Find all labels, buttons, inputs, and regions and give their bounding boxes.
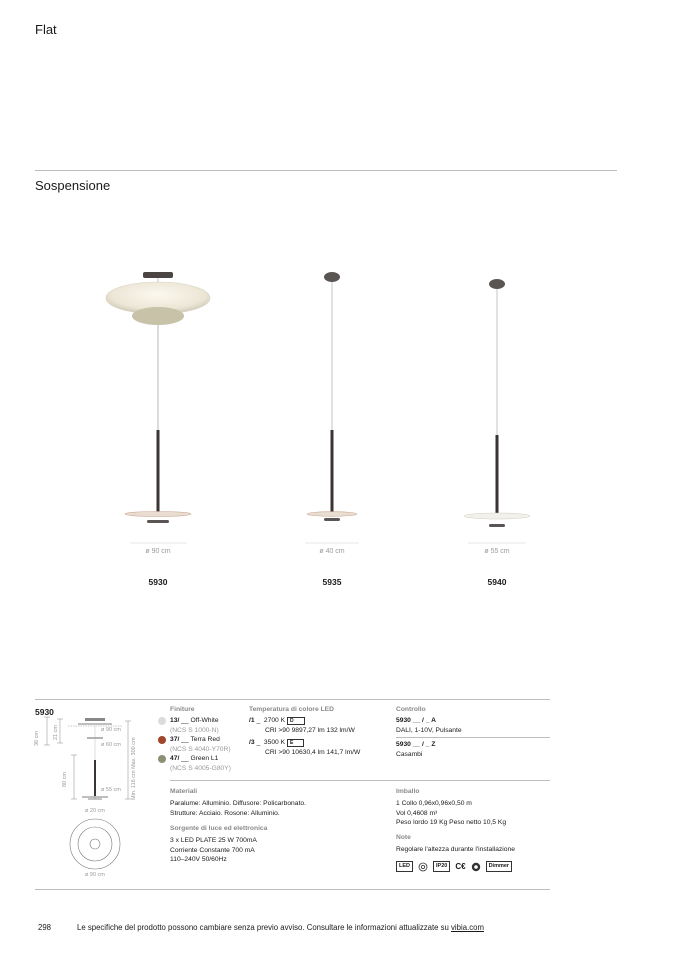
dimension-label: 36 cm bbox=[34, 731, 40, 746]
color-temp-block bbox=[249, 706, 389, 757]
packaging-line: Peso lordo 19 Kg Peso netto 10,5 Kg bbox=[396, 819, 507, 827]
dimension-label: ø 90 cm bbox=[85, 872, 105, 878]
control-desc: DALI, 1-10V, Pulsante bbox=[396, 726, 462, 734]
finish-ncs: (NCS S 4005-G80Y) bbox=[170, 764, 231, 772]
energy-class-badge: D bbox=[287, 717, 305, 725]
footer-disclaimer: Le specifiche del prodotto possono cambiare senza previo avviso. Consultare le informazioni attualizzate su vibia.com bbox=[77, 923, 484, 932]
lamp-5930-image bbox=[106, 272, 210, 543]
spec-middle-divider bbox=[170, 780, 550, 781]
finish-ncs: (NCS S 1000-N) bbox=[170, 726, 219, 734]
color-temp-cri: CRI >90 10630,4 lm 141,7 lm/W bbox=[265, 748, 361, 756]
ce-mark-icon: C€ bbox=[455, 862, 466, 871]
lamp-5940-image bbox=[464, 279, 530, 543]
section-title: Sospensione bbox=[35, 178, 111, 193]
packaging-line: 1 Collo 0,96x0,96x0,50 m bbox=[396, 800, 472, 807]
notes-line: Regolare l'altezza durante l'installazione bbox=[396, 846, 515, 853]
lamp-model-label: 5940 bbox=[487, 577, 507, 587]
color-temp-cri: CRI >90 9897,27 lm 132 lm/W bbox=[265, 726, 355, 734]
materials-line: Strutture: Acciaio. Rosone: Alluminio. bbox=[170, 809, 280, 817]
dimension-label: ø 20 cm bbox=[85, 808, 105, 814]
light-source-line: 3 x LED PLATE 25 W 700mA bbox=[170, 837, 257, 844]
control-code: 5930 __ / _ A bbox=[396, 717, 436, 724]
energy-class-badge: E bbox=[287, 739, 304, 747]
light-source-block bbox=[170, 825, 390, 865]
light-source-line: Corriente Constante 700 mA bbox=[170, 846, 255, 854]
packaging-block bbox=[396, 788, 550, 828]
light-source-line: 110–240V 50/60Hz bbox=[170, 856, 227, 864]
finishes-block bbox=[158, 706, 248, 774]
page-title: Flat bbox=[35, 22, 57, 37]
certification-icons bbox=[396, 861, 512, 872]
vibia-link[interactable]: vibia.com bbox=[451, 923, 484, 932]
control-code: 5930 __ / _ Z bbox=[396, 741, 436, 749]
spec-top-divider bbox=[35, 699, 550, 700]
materials-block bbox=[170, 788, 390, 818]
spec-model-number: 5930 bbox=[35, 707, 54, 717]
materials-line: Paralume: Alluminio. Diffusore: Policarbonato. bbox=[170, 800, 306, 807]
control-block bbox=[396, 706, 550, 759]
finish-item: 13/ __ Off-White bbox=[158, 716, 248, 726]
ip-rating-icon: IP20 bbox=[433, 861, 450, 872]
color-swatch bbox=[158, 755, 166, 763]
notes-heading: Note bbox=[396, 834, 411, 841]
dimension-label: ø 55 cm bbox=[101, 787, 121, 793]
dimension-label: ø 90 cm bbox=[101, 727, 121, 733]
dimmer-icon: Dimmer bbox=[486, 861, 512, 872]
control-divider bbox=[396, 737, 550, 738]
spec-bottom-divider bbox=[35, 889, 550, 890]
lamp-5935-image bbox=[305, 272, 359, 543]
technical-drawing bbox=[35, 715, 145, 885]
control-desc: Casambi bbox=[396, 750, 423, 758]
dimension-label: ø 60 cm bbox=[101, 742, 121, 748]
notes-block bbox=[396, 834, 550, 855]
lamp-model-label: 5935 bbox=[322, 577, 342, 587]
color-swatch bbox=[158, 736, 166, 744]
page-number: 298 bbox=[38, 923, 52, 932]
finish-ncs: (NCS S 4040-Y70R) bbox=[170, 745, 231, 753]
finish-item: 47/ __ Green L1 bbox=[158, 754, 248, 764]
led-icon: LED bbox=[396, 861, 413, 872]
finish-item: 37/ __ Terra Red bbox=[158, 735, 248, 745]
color-swatch bbox=[158, 717, 166, 725]
color-temp-item: /1 _ 2700 K D bbox=[249, 716, 389, 726]
lamp-diameter-label: ø 55 cm bbox=[484, 548, 510, 555]
lamp-diameter-label: ø 90 cm bbox=[145, 548, 171, 555]
class-ii-icon bbox=[418, 862, 428, 872]
materials-heading: Materiali bbox=[170, 788, 198, 795]
lamp-diameter-label: ø 40 cm bbox=[319, 548, 345, 555]
control-heading: Controllo bbox=[396, 706, 426, 713]
color-temp-heading: Temperatura di colore LED bbox=[249, 706, 334, 713]
light-source-heading: Sorgente di luce ed elettronica bbox=[170, 825, 268, 832]
lamp-model-label: 5930 bbox=[148, 577, 168, 587]
dimension-label: 80 cm bbox=[62, 772, 68, 787]
packaging-heading: Imballo bbox=[396, 788, 420, 795]
recycle-icon bbox=[471, 862, 481, 872]
dimension-label: Min. 116 cm Max. 300 cm bbox=[131, 737, 137, 800]
color-temp-item: /3 _ 3500 K E bbox=[249, 738, 389, 748]
dimension-label: 21 cm bbox=[53, 725, 59, 740]
finishes-heading: Finiture bbox=[170, 706, 195, 713]
packaging-line: Vol 0,4608 m³ bbox=[396, 809, 438, 817]
